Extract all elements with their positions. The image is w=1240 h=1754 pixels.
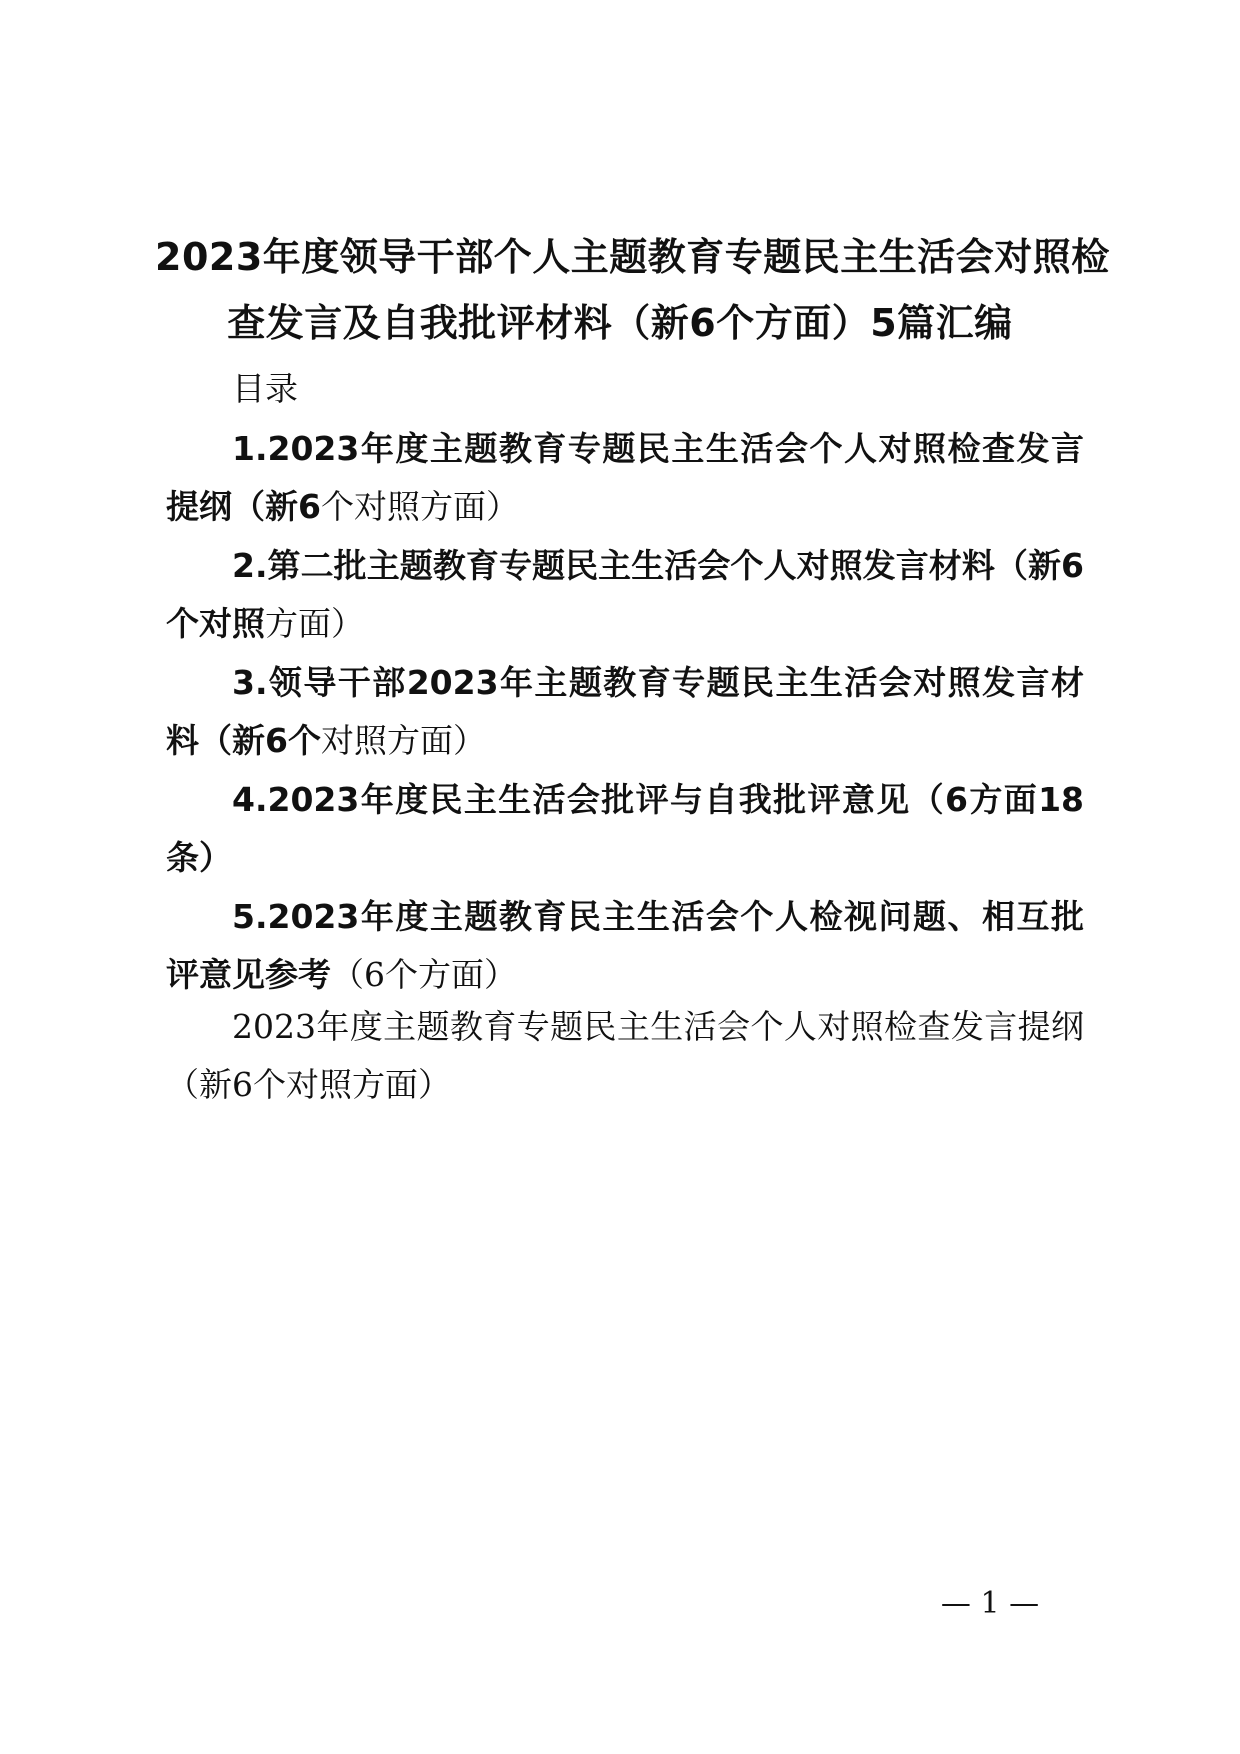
toc-item-normal-text: 个对照方面） xyxy=(320,487,519,526)
page-number: — 1 — xyxy=(940,1586,1040,1621)
toc-item-normal-text: 方面） xyxy=(265,604,364,643)
toc-item-bold-text: 2.第二批主题教育专题民主生活会个人对照发言材料（新6个对照 xyxy=(166,546,1084,643)
toc-label: 目录 xyxy=(232,369,298,408)
toc-item-bold-text: 1.2023年度主题教育专题民主生活会个人对照检查发言提纲（新6 xyxy=(166,429,1084,526)
toc-item-bold-text: 4.2023年度民主生活会批评与自我批评意见（6方面18条） xyxy=(166,780,1084,877)
document-title-line-2: 查发言及自我批评材料（新6个方面）5篇汇编 xyxy=(227,301,1013,345)
toc-item-3[interactable] xyxy=(166,654,1084,770)
section-heading: 2023年度主题教育专题民主生活会个人对照检查发言提纲（新6个对照方面） xyxy=(166,1007,1084,1104)
toc-item-2[interactable] xyxy=(166,537,1084,653)
document-title-line-1: 2023年度领导干部个人主题教育专题民主生活会对照检 xyxy=(155,235,1110,279)
table-of-contents xyxy=(166,420,1084,1005)
toc-item-bold-text: 5.2023年度主题教育民主生活会个人检视问题、相互批评意见参考 xyxy=(166,897,1084,994)
document-title xyxy=(155,224,1110,356)
toc-item-4[interactable] xyxy=(166,771,1084,887)
toc-item-1[interactable] xyxy=(166,420,1084,536)
toc-item-5[interactable] xyxy=(166,888,1084,1004)
toc-item-bold-text: 3.领导干部2023年主题教育专题民主生活会对照发言材料（新6个 xyxy=(166,663,1084,760)
toc-item-normal-text: 对照方面） xyxy=(320,721,486,760)
toc-item-normal-text: （6个方面） xyxy=(331,955,517,994)
